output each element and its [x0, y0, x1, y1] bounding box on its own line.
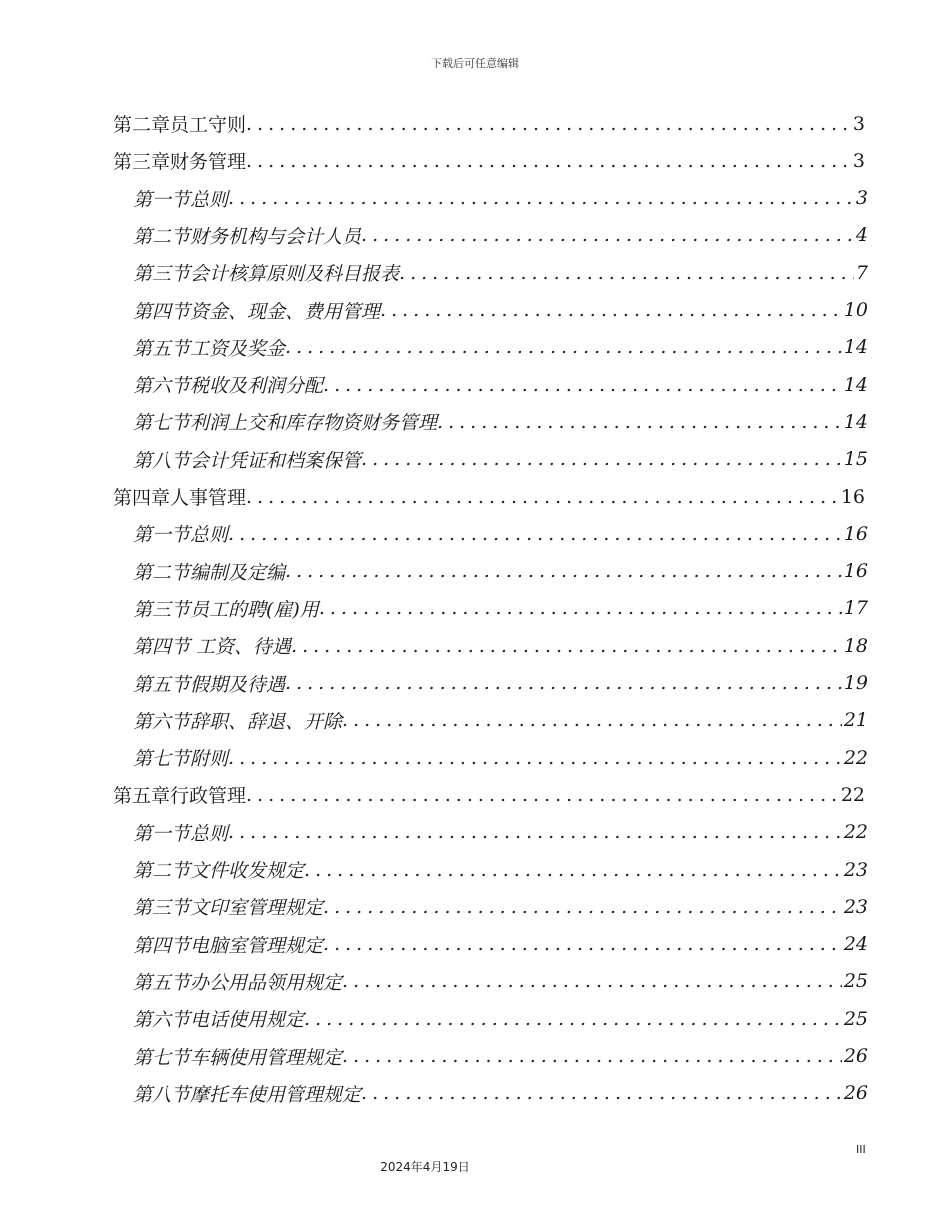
toc-entry-title: 财务机构与会计人员 — [190, 225, 362, 248]
toc-entry-title: 人事管理 — [170, 487, 247, 509]
toc-section-entry[interactable] — [133, 553, 868, 590]
toc-entry-page: 25 — [843, 970, 868, 993]
toc-dot-leader — [361, 448, 842, 470]
toc-entry-page: 22 — [843, 746, 868, 769]
toc-dot-leader — [319, 597, 842, 619]
footer-date: 2024年4月19日 — [380, 1160, 470, 1174]
toc-entry-title: 资金、现金、费用管理 — [190, 300, 381, 323]
toc-entry-title: 总则 — [190, 188, 229, 211]
toc-entry-number: 第五章 — [113, 785, 171, 808]
toc-entry-number: 第四节 — [133, 636, 191, 659]
toc-entry-number: 第一节 — [133, 822, 191, 845]
toc-entry-page: 26 — [843, 1045, 868, 1067]
toc-section-entry[interactable] — [133, 590, 868, 627]
toc-dot-leader — [246, 486, 839, 508]
toc-entry-number: 第七节 — [133, 412, 191, 435]
toc-section-entry[interactable] — [133, 627, 868, 664]
toc-entry-page: 14 — [843, 373, 868, 396]
toc-entry-page: 16 — [843, 522, 868, 545]
toc-entry-number: 第三章 — [113, 151, 171, 174]
toc-dot-leader — [342, 970, 842, 992]
page-number: III — [856, 1143, 866, 1156]
toc-chapter-entry[interactable] — [113, 478, 865, 515]
toc-entry-title: 假期及待遇 — [190, 673, 286, 696]
toc-entry-title: 工资及奖金 — [190, 337, 286, 360]
toc-entry-number: 第八节 — [133, 449, 191, 472]
toc-section-entry[interactable] — [133, 888, 868, 925]
toc-dot-leader — [246, 784, 839, 806]
toc-section-entry[interactable] — [133, 926, 868, 963]
toc-entry-number: 第八节 — [133, 1083, 191, 1106]
toc-entry-number: 第一节 — [133, 188, 191, 211]
toc-entry-number: 第四章 — [113, 487, 171, 509]
toc-entry-page: 3 — [852, 112, 865, 135]
toc-section-entry[interactable] — [133, 180, 868, 217]
toc-entry-number: 第五节 — [133, 673, 191, 696]
toc-entry-title: 总则 — [190, 524, 229, 547]
toc-dot-leader — [291, 635, 842, 657]
toc-entry-number: 第六节 — [133, 1009, 191, 1032]
toc-entry-page: 25 — [843, 1007, 868, 1030]
toc-section-entry[interactable] — [133, 292, 868, 329]
toc-chapter-entry[interactable] — [113, 776, 865, 813]
toc-dot-leader — [437, 411, 842, 433]
toc-entry-page: 19 — [843, 672, 868, 694]
toc-entry-title: 办公用品领用规定 — [190, 971, 343, 994]
toc-entry-page: 16 — [843, 560, 868, 583]
toc-entry-title: 辞职、辞退、开除 — [190, 710, 343, 733]
toc-section-entry[interactable] — [133, 217, 868, 254]
toc-section-entry[interactable] — [133, 254, 868, 291]
toc-entry-title: 车辆使用管理规定 — [190, 1046, 343, 1069]
toc-entry-number: 第四节 — [133, 934, 191, 957]
toc-dot-leader — [285, 560, 842, 582]
toc-entry-page: 3 — [855, 187, 868, 210]
toc-entry-title: 电话使用规定 — [190, 1009, 305, 1032]
toc-section-entry[interactable] — [133, 329, 868, 366]
toc-dot-leader — [342, 1045, 842, 1067]
toc-entry-number: 第二节 — [133, 225, 191, 248]
toc-dot-leader — [323, 896, 842, 918]
toc-entry-page: 14 — [843, 336, 868, 359]
toc-dot-leader — [304, 859, 842, 881]
toc-dot-leader — [304, 1008, 842, 1030]
toc-entry-page: 17 — [843, 597, 868, 620]
toc-dot-leader — [380, 299, 842, 321]
toc-dot-leader — [285, 672, 842, 694]
toc-entry-page: 7 — [855, 261, 868, 284]
toc-dot-leader — [342, 709, 842, 731]
toc-entry-page: 3 — [852, 149, 865, 172]
toc-entry-number: 第五节 — [133, 337, 191, 360]
toc-entry-title: 员工守则 — [170, 114, 247, 136]
toc-section-entry[interactable] — [133, 665, 868, 702]
toc-entry-number: 第七节 — [133, 1046, 191, 1069]
toc-entry-page: 26 — [843, 1082, 868, 1105]
toc-entry-page: 21 — [843, 709, 868, 732]
toc-entry-page: 23 — [843, 895, 868, 918]
toc-entry-number: 第二章 — [113, 114, 171, 136]
toc-section-entry[interactable] — [133, 366, 868, 403]
toc-section-entry[interactable] — [133, 814, 868, 851]
toc-entry-page: 15 — [843, 448, 868, 471]
toc-entry-title: 总则 — [190, 822, 229, 845]
toc-entry-title: 行政管理 — [170, 785, 247, 808]
toc-section-entry[interactable] — [133, 1075, 868, 1112]
toc-entry-title: 员工的聘(雇)用 — [190, 598, 319, 621]
toc-entry-number: 第三节 — [133, 263, 191, 286]
toc-dot-leader — [246, 113, 851, 135]
toc-entry-page: 14 — [843, 410, 868, 433]
toc-dot-leader — [246, 150, 851, 172]
toc-dot-leader — [228, 747, 842, 769]
toc-entry-number: 第二节 — [133, 561, 191, 584]
toc-entry-page: 4 — [855, 224, 868, 247]
toc-entry-title: 附则 — [190, 748, 229, 771]
toc-entry-number: 第五节 — [133, 971, 191, 994]
toc-dot-leader — [361, 1082, 842, 1104]
toc-section-entry[interactable] — [133, 851, 868, 888]
toc-section-entry[interactable] — [133, 1038, 868, 1075]
toc-entry-number: 第四节 — [133, 300, 191, 323]
toc-entry-title: 工资、待遇 — [190, 636, 292, 659]
toc-entry-page: 22 — [843, 821, 868, 844]
toc-section-entry[interactable] — [133, 1000, 868, 1037]
toc-entry-title: 税收及利润分配 — [190, 375, 324, 398]
toc-entry-title: 编制及定编 — [190, 561, 286, 584]
toc-entry-number: 第一节 — [133, 524, 191, 547]
toc-dot-leader — [361, 224, 854, 246]
toc-section-entry[interactable] — [133, 441, 868, 478]
toc-entry-number: 第三节 — [133, 598, 191, 621]
toc-entry-number: 第七节 — [133, 748, 191, 771]
toc-entry-title: 文印室管理规定 — [190, 897, 324, 920]
toc-entry-title: 财务管理 — [170, 151, 247, 174]
toc-dot-leader — [285, 336, 842, 358]
toc-chapter-entry[interactable] — [113, 105, 865, 142]
toc-section-entry[interactable] — [133, 739, 868, 776]
toc-entry-page: 22 — [840, 783, 865, 806]
toc-entry-page: 18 — [843, 634, 868, 657]
toc-section-entry[interactable] — [133, 515, 868, 552]
toc-entry-number: 第六节 — [133, 375, 191, 398]
toc-entry-title: 文件收发规定 — [190, 860, 305, 882]
toc-entry-title: 摩托车使用管理规定 — [190, 1083, 362, 1106]
toc-entry-page: 10 — [843, 299, 868, 321]
toc-entry-page: 24 — [843, 933, 868, 956]
toc-dot-leader — [399, 262, 854, 284]
toc-chapter-entry[interactable] — [113, 142, 865, 179]
toc-entry-title: 电脑室管理规定 — [190, 934, 324, 957]
toc-entry-number: 第三节 — [133, 897, 191, 920]
toc-section-entry[interactable] — [133, 702, 868, 739]
toc-section-entry[interactable] — [133, 403, 868, 440]
toc-entry-title: 利润上交和库存物资财务管理 — [190, 412, 438, 435]
toc-dot-leader — [323, 374, 842, 396]
toc-entry-page: 16 — [840, 485, 865, 508]
toc-entry-title: 会计核算原则及科目报表 — [190, 263, 400, 286]
toc-entry-number: 第二节 — [133, 860, 191, 882]
toc-entry-page: 23 — [843, 858, 868, 881]
toc-dot-leader — [228, 821, 842, 843]
toc-entry-number: 第六节 — [133, 710, 191, 733]
toc-section-entry[interactable] — [133, 963, 868, 1000]
toc-dot-leader — [323, 933, 842, 955]
toc-entry-title: 会计凭证和档案保管 — [190, 449, 362, 472]
toc-dot-leader — [228, 187, 854, 209]
page-header: 下载后可任意编辑 — [431, 57, 519, 70]
toc-dot-leader — [228, 523, 842, 545]
